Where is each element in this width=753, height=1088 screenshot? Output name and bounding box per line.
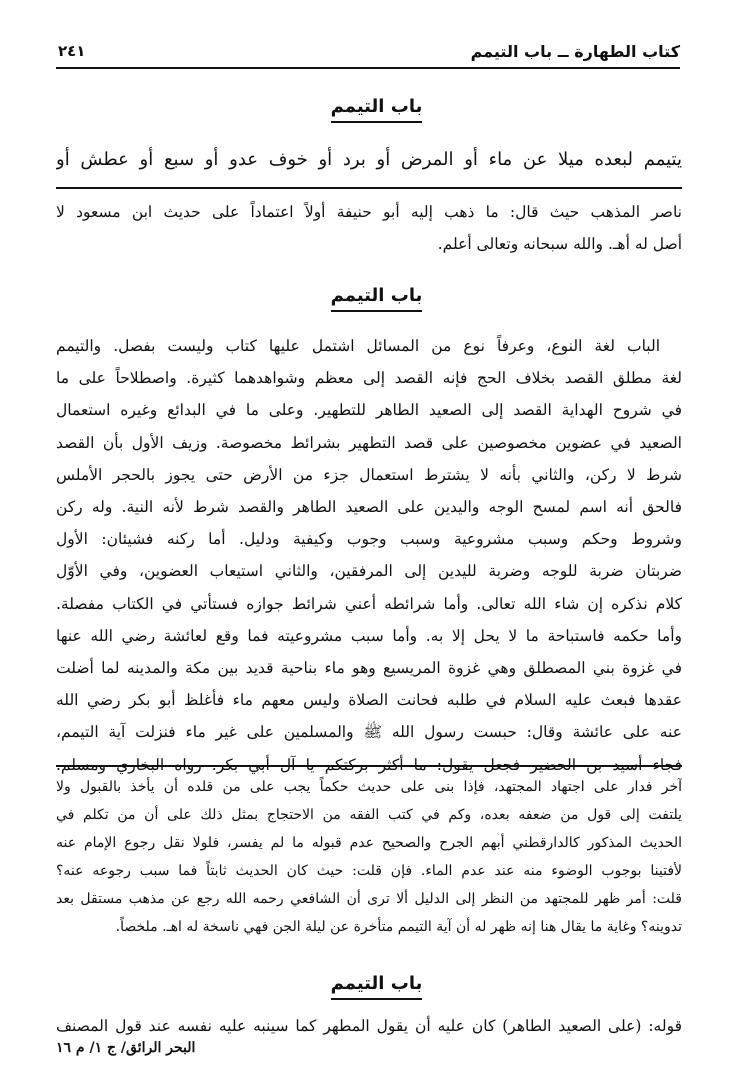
commentary-line: الصعيد في عضوين مخصوصين على قصد التطهير بشرائط مخصوصة. وزيف الأول بأن القصد xyxy=(56,433,682,452)
commentary-line: الباب لغة النوع، وعرفاً نوع من المسائل اشتمل عليها كتاب وليست بفصل. والتيمم xyxy=(56,337,660,355)
commentary-line: في شروح الهداية القصد إلى الصعيد الطاهر للتطهير. وعلى ما في البدائع وغيره استعمال xyxy=(56,401,682,420)
matn-heading-text: باب التيمم xyxy=(331,95,423,123)
commentary-line: وأما حكمه فاستباحة ما لا يحل إلا به. وأما سبب مشروعيته فما وقع لعائشة رضي الله عنها xyxy=(56,626,682,645)
second-commentary-heading xyxy=(0,972,753,1000)
footnote-divider xyxy=(56,765,682,767)
matn-line: يتيمم لبعده ميلا عن ماء أو المرض أو برد أو خوف عدو أو سبع أو عطش أو xyxy=(56,149,682,170)
page-number: ٢٤١ xyxy=(58,42,86,60)
commentary-line: عقدها فبعث عليه السلام في طلبه فحانت الصلاة وليس معهم ماء فأغلظ أبو بكر رضي الله xyxy=(56,691,682,710)
continuation-text xyxy=(56,196,682,260)
commentary-line: وشروط وحكم وسبب مشروعية وسبب وجوب وكيفية ودليل. أما ركنه فشيئان: الأول xyxy=(56,530,682,549)
commentary-heading xyxy=(0,284,753,312)
commentary-line: كلام نذكره إن شاء الله تعالى. وأما شرائطه أعني شرائط جوازه فستأتي في الكتاب مفصلة. xyxy=(56,594,682,613)
second-commentary-line: قوله: (على الصعيد الطاهر) كان عليه أن يقول المطهر كما سينبه عليه نفسه عند قول المصنف xyxy=(56,1017,682,1035)
commentary-line: في غزوة بني المصطلق وهي غزوة المريسيع وهو ماء بناحية قديد بين مكة والمدينه لما أضلت xyxy=(56,659,682,678)
second-commentary-heading-text: باب التيمم xyxy=(331,972,423,1000)
commentary-heading-text: باب التيمم xyxy=(331,284,423,312)
commentary-line: لغة مطلق القصد بخلاف الحج فإنه القصد إلى معظم وشواهدهما كثيرة. واصطلاحاً على ما xyxy=(56,369,682,388)
footnote-text xyxy=(56,773,682,941)
footnote-line: قلت: أمر ظهر للمجتهد من النظر إلى الدليل ألا ترى أن الشافعي رحمه الله رجع عن مذهب مستقل بعد xyxy=(56,891,682,907)
commentary-text xyxy=(56,330,682,781)
continuation-line: أصل له أهـ. والله سبحانه وتعالى أعلم. xyxy=(437,235,682,254)
header-rule xyxy=(56,67,680,69)
footnote-line: يلتفت إلى قول من ضعفه بعده، وكم في كتب الفقه من الاحتجاج بمثل ذلك على أن من تكلم في xyxy=(56,807,682,823)
footnote-line: تدوينه؟ وغاية ما يقال هنا إنه ظهر له أن آية التيمم متأخرة عن ليلة الجن فهي ناسخة له اهـ. ملخصاً. xyxy=(115,919,682,935)
matn-text xyxy=(56,143,682,177)
running-header xyxy=(56,40,680,68)
commentary-line: ضربتان ضربة للوجه وضربة لليدين إلى المرفقين، والثاني استيعاب العضوين، وفي الأوّل xyxy=(56,562,682,581)
footnote-line: لأفتينا بوجوب الوضوء منه عند عدم الماء. فإن قلت: حيث كان الحديث ثابتاً فما سبب رجوعه عنه؟ xyxy=(56,863,682,879)
footnote-line: الحديث المذكور كالدارقطني أبهم الجرح والصحيح عدم قبوله ما لم يفسر، فلولا نقل رجوع الإمام عنه xyxy=(56,835,682,851)
commentary-line: فالحق أنه اسم لمسح الوجه واليدين على الصعيد الطاهر والقصد شرط لأنه النية. وله ركن xyxy=(56,498,682,517)
commentary-line: شرط لا ركن، والثاني بأنه لا يشترط استعمال جزء من الأرض حتى يجوز بالحجر الأملس xyxy=(56,465,682,484)
commentary-line: عنه على عائشة وقال: حبست رسول الله ﷺ والمسلمين على غير ماء فنزلت آية التيمم، xyxy=(56,723,682,742)
matn-divider xyxy=(56,187,682,189)
footnote-line: آخر فدار على اجتهاد المجتهد، فإذا بنى على حديث حكماً يجب على من قلده أن يأخذ بالقبول ولا xyxy=(56,779,682,795)
continuation-line: ناصر المذهب حيث قال: ما ذهب إليه أبو حنيفة أولاً اعتماداً على حديث ابن مسعود لا xyxy=(56,203,682,221)
matn-heading xyxy=(0,95,753,123)
second-commentary-text xyxy=(56,1010,682,1042)
running-title: كتاب الطهارة ــ باب التيمم xyxy=(470,42,680,61)
footer-reference: البحر الرائق/ ج ١/ م ١٦ xyxy=(56,1040,196,1056)
